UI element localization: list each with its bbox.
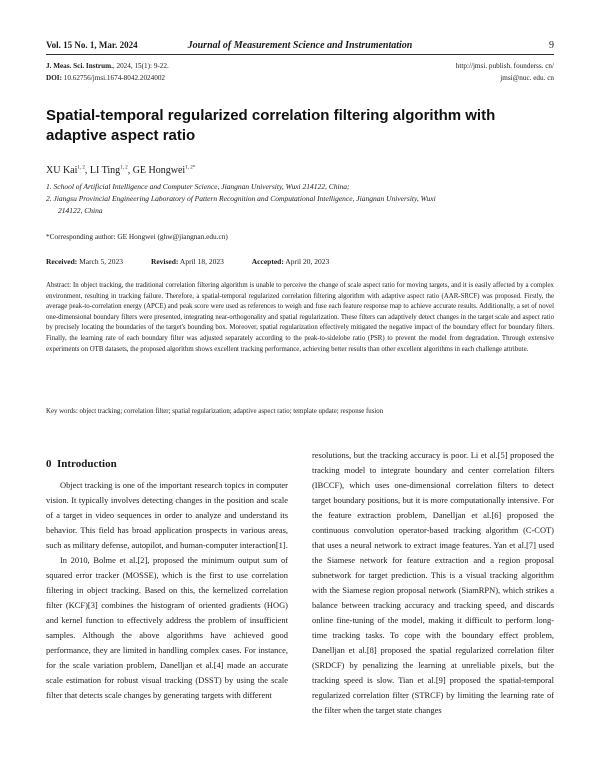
keywords	[46, 408, 554, 415]
section-heading: 0 Introduction	[46, 458, 117, 470]
journal-email[interactable]: jmsi@nuc. edu. cn	[500, 74, 554, 82]
citation: J. Meas. Sci. Instrum., 2024, 15(1): 9-22.	[46, 62, 169, 70]
page-number: 9	[549, 40, 554, 51]
paragraph: In 2010, Bolme et al.[2], proposed the minimum output sum of squared error tracker (MOSSE), which is the first to use correlation filtering in object tracking. Based on this, the kernelized correlation filter (KCF)[3] combines the histogram of oriented gradients (HOG) and kernel function to effectively address the problem of insufficient samples. Although the above algorithms have achieved good performance, they are limited in handling complex cases. For instance, for the scale variation problem, Danelljan et al.[4] made an accurate scale estimation for robust visual tracking (DSST) by using the scale filter that detects scale changes by generating targets with different	[46, 555, 288, 700]
journal-name: Journal of Measurement Science and Instrumentation	[187, 40, 413, 51]
article-dates: Received: March 5, 2023 Revised: April 18, 2023 Accepted: April 20, 2023	[46, 257, 330, 266]
affiliation-item: 2. Jiangsu Provincial Engineering Laboratory of Pattern Recognition and Computational Intelligence, Jiangnan University, Wuxi	[46, 194, 436, 203]
keywords-text: object tracking; correlation filter; spatial regularization; adaptive aspect ratio; template update; response fusion	[79, 408, 384, 415]
affiliation-item: 214122, China	[58, 206, 103, 215]
author-name: XU Kai	[46, 165, 78, 176]
author-list: XU Kai$^{1, 2}$, LI Ting$^{1, 2}$, GE Hongwei$^{1, 2*}$	[46, 165, 196, 176]
keywords-label: Key words:	[46, 408, 78, 415]
paragraph: resolutions, but the tracking accuracy is poor. Li et al.[5] proposed the tracking model to integrate boundary and center correlation filters (IBCCF), which uses one-dimensional correlation filters to detect target boundary positions, but it is more computationally intensive. For the feature extraction problem, Danelljan et al.[6] proposed the continuous convolution operator-based tracking algorithm (C-COT) that uses a neural network to extract image features. Yan et al.[7] used the Siamese network for feature extraction and a region proposal subnetwork for target prediction. This is a visual tracking algorithm with the Siamese region proposal network (SiamRPN), which strikes a balance between tracking accuracy and tracking speed, and discards online fine-tuning of the model, making it difficult to perform long-time tracking tasks. To cope with the boundary effect problem, Danelljan et al.[8] proposed the spatial regularized correlation filter (SRDCF) by penalizing the learning at unreliable pixels, but the tracking speed is slow. Tian et al.[9] proposed the spatial-temporal regularized correlation filter (STRCF) by limiting the learning rate of the filter when the target state changes	[312, 450, 554, 715]
paragraph: Object tracking is one of the important research topics in computer vision. It typically involves detecting changes in the position and scale of a target in video sequences in order to analyze and understand its behavior. This field has broad application prospects in various areas, such as military defense, autopilot, and human-computer interaction[1].	[46, 480, 288, 550]
corresponding-author: *Corresponding author: GE Hongwei (ghw@jiangnan.edu.cn)	[46, 232, 228, 241]
author-name: LI Ting	[89, 165, 121, 176]
doi: DOI: 10.62756/jmsi.1674-8042.2024002	[46, 74, 166, 82]
journal-url[interactable]: http://jmsi. publish. founderss. cn/	[455, 62, 554, 70]
right-column	[312, 448, 554, 718]
article-title: Spatial-temporal regularized correlation filtering algorithm with adaptive aspect ratio	[46, 107, 496, 144]
abstract-label: Abstract:	[46, 282, 72, 289]
volume-info: Vol. 15 No. 1, Mar. 2024	[46, 40, 138, 50]
abstract-text: In object tracking, the traditional correlation filtering algorithm is unable to perceive the change of scale aspect ratio for moving targets, and it is easily affected by a complex environment, resulting in tracking failure. Therefore, a spatial-temporal regularized correlation filtering algorithm with adaptive aspect ratio (AAR-SRCF) was proposed. Firstly, the average peak-to-correlation energy (APCE) and peak score were used as references to weigh and fuse each feature response map to achieve accurate results. Additionally, a set of novel one-dimensional boundary filters were presented, integrating near-orthogonality and spatial regularization. These filters can adaptively detect changes in the target scale and aspect ratio by precisely locating the boundaries of the target's bounding box. Moreover, spatial regularization effectively mitigated the negative impact of the boundary effect for boundary filters. Finally, the learning rate of each boundary filter was adjusted separately according to the peak-to-sidelobe ratio (PSR) to prevent the model from degradation. Through extensive experiments on OTB datasets, the proposed algorithm shows excellent tracking performance, achieving better results than other excellent algorithms in each challenge attribute.	[46, 282, 554, 353]
affiliations	[46, 181, 554, 217]
left-column	[46, 478, 288, 703]
abstract	[46, 281, 554, 355]
author-name: GE Hongwei	[132, 165, 186, 176]
running-header	[46, 40, 554, 54]
header-rule	[46, 54, 554, 55]
affiliation-item: 1. School of Artificial Intelligence and Computer Science, Jiangnan University, Wuxi 214122, China;	[46, 182, 350, 191]
